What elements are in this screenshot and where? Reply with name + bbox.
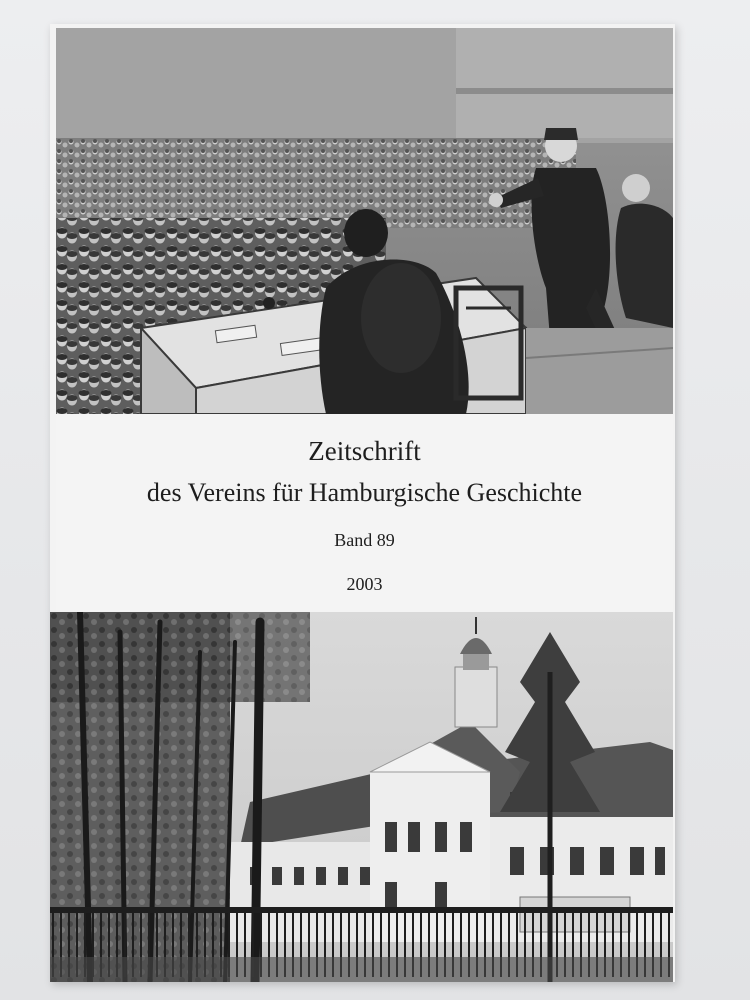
assembly-drawing — [56, 28, 673, 414]
cover-illustration-assembly — [56, 28, 673, 414]
journal-subtitle: des Vereins für Hamburgische Geschichte — [146, 478, 583, 507]
cover-photo-building — [50, 612, 673, 982]
volume-label: Band 89 — [334, 530, 395, 550]
journal-title: Zeitschrift — [308, 436, 421, 466]
building-photo — [50, 612, 673, 982]
year-label: 2003 — [346, 574, 383, 594]
book-cover — [50, 24, 675, 982]
title-band — [56, 414, 673, 612]
